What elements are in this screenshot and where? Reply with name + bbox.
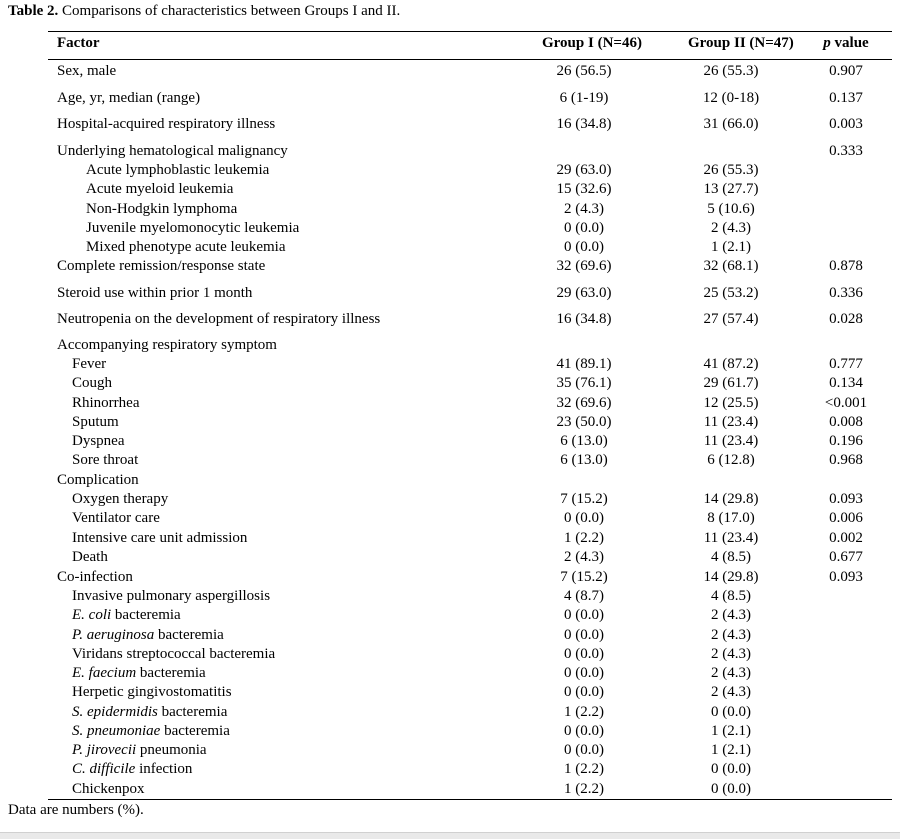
table-row <box>48 257 892 276</box>
row-factor <box>72 760 192 779</box>
row-factor: Complication <box>57 472 139 488</box>
organism-name: E. coli <box>72 607 112 623</box>
table-number: Table 2. <box>8 3 59 19</box>
row-group2-value: 1 (2.1) <box>711 239 751 255</box>
row-factor: Viridans streptococcal bacteremia <box>72 646 276 662</box>
row-group2-value: 12 (25.5) <box>703 395 759 411</box>
header-p-value <box>812 34 880 53</box>
row-group1-value: 23 (50.0) <box>556 414 612 430</box>
row-factor: Acute lymphoblastic leukemia <box>86 162 270 178</box>
row-group2-value: 5 (10.6) <box>707 201 755 217</box>
organism-name: P. jirovecii <box>72 742 137 758</box>
row-group2-value: 2 (4.3) <box>711 665 751 681</box>
table-row <box>48 683 892 702</box>
table-row <box>48 200 892 219</box>
table-row <box>48 780 892 799</box>
table-row <box>48 180 892 199</box>
row-group2-value: 26 (55.3) <box>703 162 759 178</box>
factor-suffix: bacteremia <box>136 665 206 681</box>
table-row <box>48 664 892 683</box>
row-group2-value: 14 (29.8) <box>703 569 759 585</box>
row-group1-value: 7 (15.2) <box>560 569 608 585</box>
row-factor <box>72 606 181 625</box>
organism-name: E. faecium <box>72 665 137 681</box>
row-p-value: 0.196 <box>829 433 863 449</box>
row-group1-value: 32 (69.6) <box>556 395 612 411</box>
table-row <box>48 529 892 548</box>
table-row <box>48 62 892 81</box>
row-factor: Hospital-acquired respiratory illness <box>57 116 276 132</box>
row-factor <box>72 664 206 683</box>
row-group2-value: 26 (55.3) <box>703 63 759 79</box>
row-group1-value: 0 (0.0) <box>564 607 604 623</box>
table-row <box>48 568 892 587</box>
row-factor: Mixed phenotype acute leukemia <box>86 239 286 255</box>
row-p-value: 0.006 <box>829 510 863 526</box>
organism-name: P. aeruginosa <box>72 627 155 643</box>
row-p-value: 0.336 <box>829 285 863 301</box>
row-group1-value: 41 (89.1) <box>556 356 612 372</box>
table-row <box>48 89 892 108</box>
row-factor: Herpetic gingivostomatitis <box>72 684 232 700</box>
row-factor: Complete remission/response state <box>57 258 266 274</box>
row-group1-value: 0 (0.0) <box>564 723 604 739</box>
row-group2-value: 0 (0.0) <box>711 761 751 777</box>
row-group1-value: 16 (34.8) <box>556 116 612 132</box>
row-factor <box>72 626 224 645</box>
row-group1-value: 0 (0.0) <box>564 742 604 758</box>
row-group2-value: 4 (8.5) <box>711 549 751 565</box>
row-group2-value: 2 (4.3) <box>711 684 751 700</box>
row-group1-value: 4 (8.7) <box>564 588 604 604</box>
row-p-value: 0.968 <box>829 452 863 468</box>
row-factor: Sputum <box>72 414 119 430</box>
row-group1-value: 2 (4.3) <box>564 549 604 565</box>
table-header-rule <box>48 59 892 60</box>
row-group2-value: 25 (53.2) <box>703 285 759 301</box>
row-factor: Cough <box>72 375 113 391</box>
row-group1-value: 1 (2.2) <box>564 761 604 777</box>
table-row <box>48 490 892 509</box>
row-group1-value: 26 (56.5) <box>556 63 612 79</box>
table-row <box>48 626 892 645</box>
row-factor <box>72 741 207 760</box>
row-group1-value: 35 (76.1) <box>556 375 612 391</box>
table-row <box>48 722 892 741</box>
row-p-value: 0.137 <box>829 90 863 106</box>
table-footnote: Data are numbers (%). <box>8 802 144 818</box>
header-p-rest: value <box>830 35 869 51</box>
row-group1-value: 1 (2.2) <box>564 781 604 797</box>
row-group1-value: 6 (13.0) <box>560 452 608 468</box>
header-group2: Group II (N=47) <box>688 35 794 51</box>
factor-suffix: pneumonia <box>136 742 207 758</box>
row-group1-value: 0 (0.0) <box>564 646 604 662</box>
table-top-rule <box>48 31 892 32</box>
factor-suffix: infection <box>135 761 193 777</box>
row-factor: Ventilator care <box>72 510 160 526</box>
table-row <box>48 548 892 567</box>
row-factor: Fever <box>72 356 107 372</box>
table-row <box>48 355 892 374</box>
header-group1: Group I (N=46) <box>542 35 642 51</box>
row-group2-value: 27 (57.4) <box>703 311 759 327</box>
organism-name: C. difficile <box>72 761 136 777</box>
row-p-value: 0.093 <box>829 491 863 507</box>
table-row <box>48 703 892 722</box>
row-group1-value: 0 (0.0) <box>564 510 604 526</box>
table-row <box>48 238 892 257</box>
row-p-value: 0.093 <box>829 569 863 585</box>
row-group2-value: 2 (4.3) <box>711 607 751 623</box>
row-group1-value: 2 (4.3) <box>564 201 604 217</box>
row-group2-value: 2 (4.3) <box>711 646 751 662</box>
row-group2-value: 14 (29.8) <box>703 491 759 507</box>
table-row <box>48 741 892 760</box>
table-row <box>48 142 892 161</box>
row-group1-value: 32 (69.6) <box>556 258 612 274</box>
table-row <box>48 310 892 329</box>
organism-name: S. epidermidis <box>72 704 158 720</box>
row-factor: Dyspnea <box>72 433 125 449</box>
row-factor: Underlying hematological malignancy <box>57 143 288 159</box>
row-group1-value: 16 (34.8) <box>556 311 612 327</box>
row-factor: Acute myeloid leukemia <box>86 181 234 197</box>
table-row <box>48 161 892 180</box>
row-group2-value: 0 (0.0) <box>711 704 751 720</box>
row-group1-value: 1 (2.2) <box>564 704 604 720</box>
row-group1-value: 0 (0.0) <box>564 684 604 700</box>
row-group2-value: 2 (4.3) <box>711 220 751 236</box>
row-p-value: 0.134 <box>829 375 863 391</box>
row-p-value: 0.677 <box>829 549 863 565</box>
row-group1-value: 7 (15.2) <box>560 491 608 507</box>
table-row <box>48 394 892 413</box>
row-group1-value: 0 (0.0) <box>564 627 604 643</box>
table-row <box>48 115 892 134</box>
row-group1-value: 0 (0.0) <box>564 220 604 236</box>
factor-suffix: bacteremia <box>154 627 224 643</box>
row-group1-value: 1 (2.2) <box>564 530 604 546</box>
row-p-value: 0.333 <box>829 143 863 159</box>
table-row <box>48 509 892 528</box>
factor-suffix: bacteremia <box>111 607 181 623</box>
table-title: Comparisons of characteristics between Groups I and II. <box>58 3 401 19</box>
table-row <box>48 336 892 355</box>
row-p-value: 0.008 <box>829 414 863 430</box>
row-p-value: 0.028 <box>829 311 863 327</box>
table-row <box>48 413 892 432</box>
row-group2-value: 11 (23.4) <box>703 414 759 430</box>
table-row <box>48 284 892 303</box>
row-factor: Juvenile myelomonocytic leukemia <box>86 220 300 236</box>
row-factor: Age, yr, median (range) <box>57 90 201 106</box>
row-group1-value: 15 (32.6) <box>556 181 612 197</box>
row-group1-value: 6 (13.0) <box>560 433 608 449</box>
table-bottom-rule <box>48 799 892 800</box>
row-factor: Steroid use within prior 1 month <box>57 285 253 301</box>
row-group2-value: 41 (87.2) <box>703 356 759 372</box>
table-row <box>48 219 892 238</box>
row-factor: Chickenpox <box>72 781 145 797</box>
row-group1-value: 29 (63.0) <box>556 285 612 301</box>
row-factor: Death <box>72 549 108 565</box>
factor-suffix: bacteremia <box>157 704 228 720</box>
row-p-value: 0.777 <box>829 356 863 372</box>
row-factor: Sore throat <box>72 452 139 468</box>
row-group2-value: 2 (4.3) <box>711 627 751 643</box>
row-group2-value: 4 (8.5) <box>711 588 751 604</box>
row-group2-value: 13 (27.7) <box>703 181 759 197</box>
row-p-value: 0.003 <box>829 116 863 132</box>
table-row <box>48 471 892 490</box>
row-factor: Oxygen therapy <box>72 491 169 507</box>
row-group2-value: 11 (23.4) <box>703 530 759 546</box>
row-factor: Intensive care unit admission <box>72 530 248 546</box>
table-row <box>48 587 892 606</box>
row-group2-value: 11 (23.4) <box>703 433 759 449</box>
row-group2-value: 12 (0-18) <box>702 90 760 106</box>
row-p-value: <0.001 <box>824 395 868 411</box>
table-row <box>48 760 892 779</box>
row-group2-value: 29 (61.7) <box>703 375 759 391</box>
row-p-value: 0.002 <box>829 530 863 546</box>
table-header <box>48 34 892 53</box>
row-factor: Non-Hodgkin lymphoma <box>86 201 238 217</box>
table-caption <box>8 3 400 20</box>
factor-suffix: bacteremia <box>160 723 230 739</box>
row-factor: Accompanying respiratory symptom <box>57 337 277 353</box>
row-group2-value: 8 (17.0) <box>707 510 755 526</box>
row-group2-value: 0 (0.0) <box>711 781 751 797</box>
table-row <box>48 432 892 451</box>
row-factor <box>72 722 230 741</box>
header-factor: Factor <box>57 35 100 51</box>
row-factor: Rhinorrhea <box>72 395 140 411</box>
row-group2-value: 32 (68.1) <box>703 258 759 274</box>
row-group2-value: 1 (2.1) <box>711 742 751 758</box>
row-factor: Neutropenia on the development of respiratory illness <box>57 311 381 327</box>
row-p-value: 0.907 <box>829 63 863 79</box>
row-group2-value: 6 (12.8) <box>707 452 755 468</box>
organism-name: S. pneumoniae <box>72 723 161 739</box>
row-group1-value: 29 (63.0) <box>556 162 612 178</box>
header-p-italic: p <box>823 35 831 51</box>
row-factor: Sex, male <box>57 63 117 79</box>
table-row <box>48 606 892 625</box>
row-group2-value: 1 (2.1) <box>711 723 751 739</box>
row-p-value: 0.878 <box>829 258 863 274</box>
row-factor: Co-infection <box>57 569 133 585</box>
table-row <box>48 451 892 470</box>
row-factor <box>72 703 227 722</box>
table-row <box>48 374 892 393</box>
table-row <box>48 645 892 664</box>
row-group1-value: 0 (0.0) <box>564 665 604 681</box>
row-group1-value: 6 (1-19) <box>559 90 609 106</box>
row-group1-value: 0 (0.0) <box>564 239 604 255</box>
row-factor: Invasive pulmonary aspergillosis <box>72 588 271 604</box>
row-group2-value: 31 (66.0) <box>703 116 759 132</box>
